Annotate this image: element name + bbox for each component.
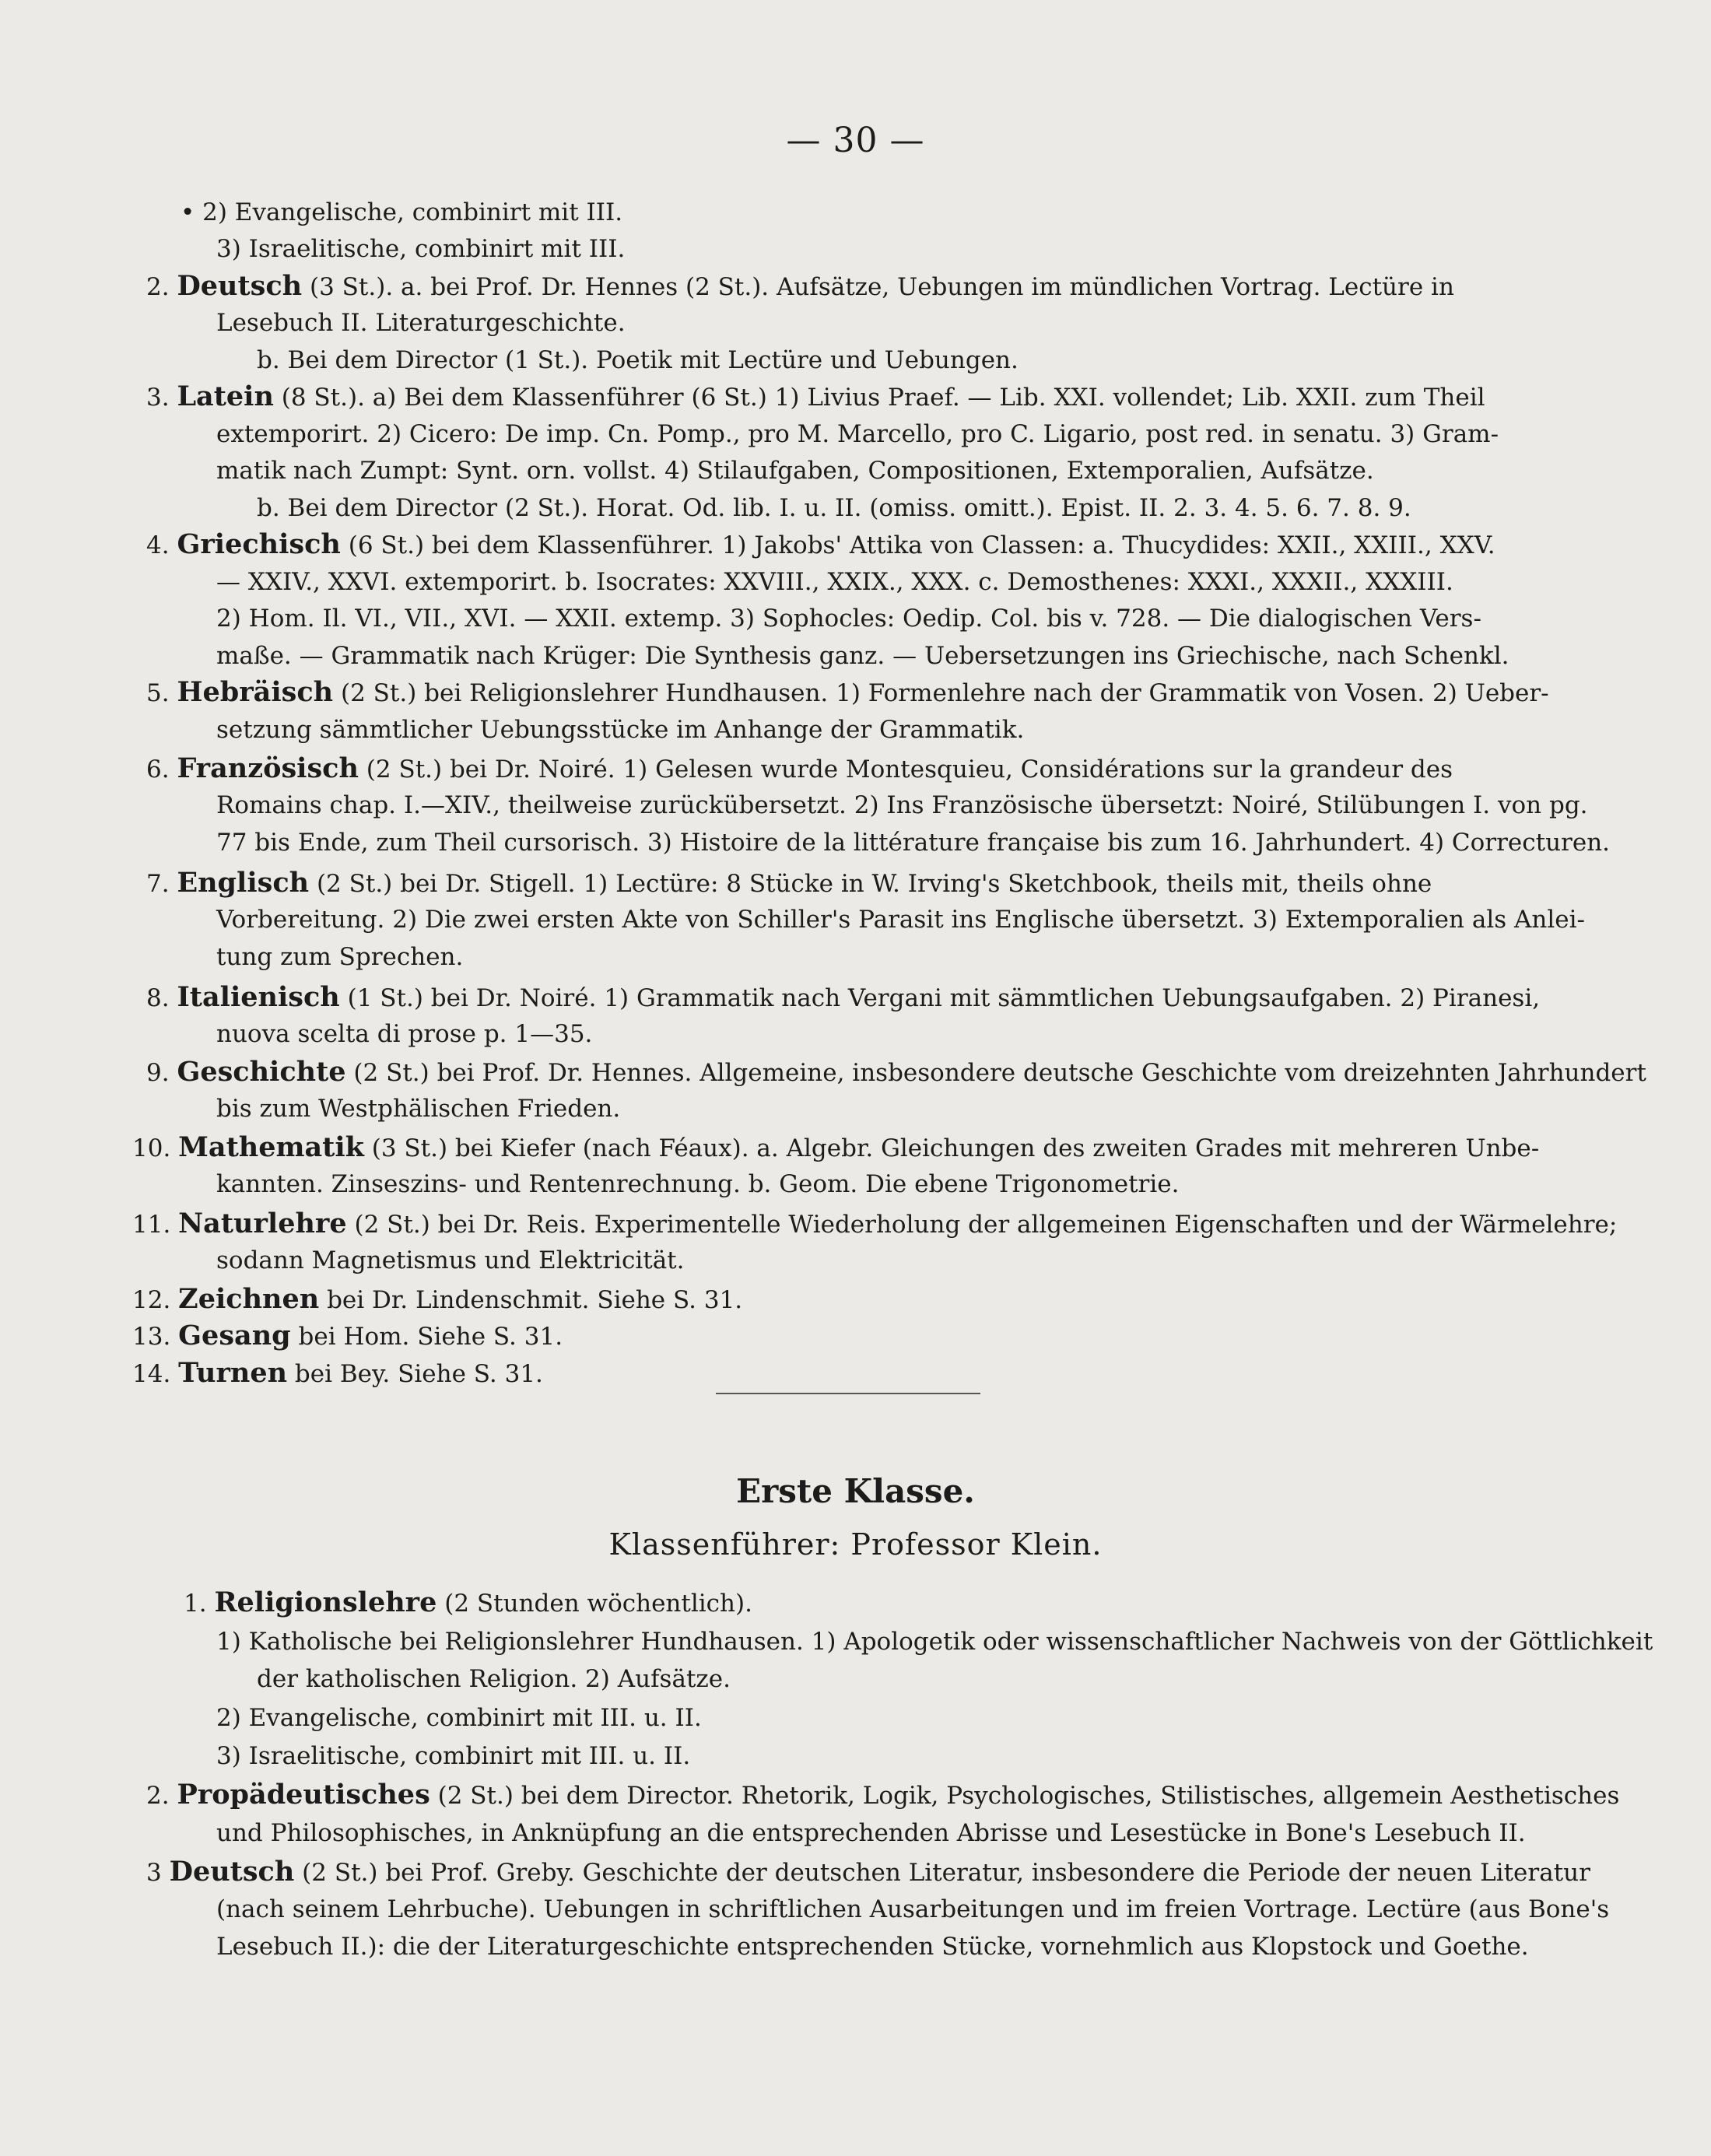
subject-number: 5. — [146, 679, 170, 707]
text-line: 2) Hom. Il. VI., VII., XVI. — XXII. extemp. 3) Sophocles: Oedip. Col. bis v. 728. — Die dialogischen Vers- — [216, 605, 1481, 633]
text-line: (2 St.) bei dem Director. Rhetorik, Logik, Psychologisches, Stilistisches, allgemein Aesthetisches — [437, 1782, 1620, 1810]
text-line: (3 St.) bei Kiefer (nach Féaux). a. Algebr. Gleichungen des zweiten Grades mit mehreren Unbe- — [371, 1134, 1540, 1162]
text-line: sodann Magnetismus und Elektricität. — [216, 1246, 685, 1274]
text-line: maße. — Grammatik nach Krüger: Die Synthesis ganz. — Uebersetzungen ins Griechische, nach Schenkl. — [216, 642, 1509, 670]
text-line: setzung sämmtlicher Uebungsstücke im Anhange der Grammatik. — [216, 716, 1025, 744]
subject-number: 7. — [146, 870, 170, 898]
subject-number: 3. — [146, 384, 170, 412]
subject-name: Deutsch — [177, 270, 303, 302]
text-line: (3 St.). a. bei Prof. Dr. Hennes (2 St.). Aufsätze, Uebungen im mündlichen Vortrag. Lectüre in — [310, 273, 1454, 301]
text-line: und Philosophisches, in Anknüpfung an die entsprechenden Abrisse und Lesestücke in Bone's Lesebuch II. — [216, 1819, 1526, 1847]
text-line: (2 St.) bei Dr. Reis. Experimentelle Wiederholung der allgemeinen Eigenschaften und der Wärmelehre; — [354, 1211, 1618, 1239]
text-line: (8 St.). a) Bei dem Klassenführer (6 St.) 1) Livius Praef. — Lib. XXI. vollendet; Lib. XXII. zum Theil — [281, 384, 1485, 412]
text-line: (1 St.) bei Dr. Noiré. 1) Grammatik nach Vergani mit sämmtlichen Uebungsaufgaben. 2) Piranesi, — [347, 984, 1541, 1012]
subject-number: 4. — [146, 531, 170, 559]
subject-entry — [146, 982, 1540, 1014]
subject-number: 2. — [146, 273, 170, 301]
subject-number: 12. — [132, 1286, 171, 1314]
subject-number: 8. — [146, 984, 170, 1012]
text-line: bei Hom. Siehe S. 31. — [298, 1323, 563, 1351]
section-title: Erste Klasse. — [736, 1472, 975, 1510]
text-line: bis zum Westphälischen Frieden. — [216, 1095, 621, 1123]
subject-entry — [146, 1856, 1590, 1888]
subject-name: Latein — [177, 380, 274, 412]
subject-name: Griechisch — [177, 528, 341, 560]
subject-entry — [146, 677, 1549, 709]
subject-name: Gesang — [178, 1320, 291, 1351]
text-line: 1) Katholische bei Religionslehrer Hundhausen. 1) Apologetik oder wissenschaftlicher Nachweis von der Göttlichkeit — [216, 1628, 1653, 1656]
text-line: 2) Evangelische, combinirt mit III. u. II. — [216, 1704, 702, 1732]
subject-entry — [132, 1284, 742, 1316]
subject-name: Englisch — [177, 867, 310, 899]
text-line: • 2) Evangelische, combinirt mit III. — [181, 198, 623, 226]
text-line: 3) Israelitische, combinirt mit III. — [216, 235, 626, 263]
text-line: (2 St.) bei Prof. Greby. Geschichte der deutschen Literatur, insbesondere die Periode der neuen Literatur — [302, 1859, 1590, 1887]
subject-number: 11. — [132, 1211, 171, 1239]
subject-name: Italienisch — [177, 981, 340, 1013]
text-line: b. Bei dem Director (1 St.). Poetik mit Lectüre und Uebungen. — [257, 346, 1019, 374]
text-line: Vorbereitung. 2) Die zwei ersten Akte von Schiller's Parasit ins Englische übersetzt. 3) Extemporalien als Anlei- — [216, 906, 1585, 934]
subject-entry — [132, 1208, 1617, 1240]
text-line: (6 St.) bei dem Klassenführer. 1) Jakobs' Attika von Classen: a. Thucydides: XXII., XXIII., XXV. — [348, 531, 1495, 559]
text-line: Lesebuch II.): die der Literaturgeschichte entsprechenden Stücke, vornehmlich aus Klopstock und Goethe. — [216, 1933, 1529, 1961]
text-line: nuova scelta di prose p. 1—35. — [216, 1020, 593, 1048]
text-line: — XXIV., XXVI. extemporirt. b. Isocrates: XXVIII., XXIX., XXX. c. Demosthenes: XXXI., XXXII., XXXIII. — [216, 568, 1453, 596]
text-line: (nach seinem Lehrbuche). Uebungen in schriftlichen Ausarbeitungen und im freien Vortrage. Lectüre (aus Bone's — [216, 1895, 1610, 1923]
subject-name: Hebräisch — [177, 676, 334, 708]
subject-number: 3 — [146, 1859, 162, 1887]
separator-rule — [716, 1393, 980, 1394]
subject-entry — [132, 1320, 563, 1352]
text-line: extemporirt. 2) Cicero: De imp. Cn. Pomp., pro M. Marcello, pro C. Ligario, post red. in senatu. 3) Gram- — [216, 420, 1499, 448]
text-line: 77 bis Ende, zum Theil cursorisch. 3) Histoire de la littérature française bis zum 16. Jahrhundert. 4) Correcturen. — [216, 829, 1611, 857]
text-line: der katholischen Religion. 2) Aufsätze. — [257, 1665, 731, 1693]
subject-number: 2. — [146, 1782, 170, 1810]
subject-number: 9. — [146, 1059, 170, 1087]
text-line: 3) Israelitische, combinirt mit III. u. II. — [216, 1742, 691, 1770]
subject-entry — [146, 1779, 1619, 1811]
subject-name: Deutsch — [169, 1856, 295, 1888]
subject-name: Mathematik — [178, 1131, 364, 1163]
subject-entry — [146, 753, 1453, 785]
text-line: (2 St.) bei Dr. Noiré. 1) Gelesen wurde Montesquieu, Considérations sur la grandeur des — [366, 755, 1453, 784]
subject-name: Zeichnen — [178, 1283, 320, 1315]
subject-name: Naturlehre — [178, 1208, 347, 1239]
subject-entry — [146, 271, 1454, 303]
subject-number: 14. — [132, 1360, 171, 1388]
subject-entry — [132, 1132, 1539, 1164]
subject-name: Geschichte — [177, 1056, 346, 1088]
text-line: matik nach Zumpt: Synt. orn. vollst. 4) Stilaufgaben, Compositionen, Extemporalien, Aufsätze. — [216, 457, 1374, 485]
text-line: Romains chap. I.—XIV., theilweise zurückübersetzt. 2) Ins Französische übersetzt: Noiré, Stilübungen I. von pg. — [216, 791, 1588, 819]
subject-number: 10. — [132, 1134, 171, 1162]
text-line: (2 Stunden wöchentlich). — [444, 1590, 752, 1618]
subject-entry — [146, 381, 1485, 413]
text-line: b. Bei dem Director (2 St.). Horat. Od. lib. I. u. II. (omiss. omitt.). Epist. II. 2. 3. 4. 5. 6. 7. 8. 9. — [257, 494, 1411, 522]
class-teacher: Klassenführer: Professor Klein. — [608, 1527, 1103, 1562]
subject-number: 6. — [146, 755, 170, 784]
text-line: kannten. Zinseszins- und Rentenrechnung. b. Geom. Die ebene Trigonometrie. — [216, 1170, 1180, 1198]
subject-number: 1. — [184, 1590, 207, 1618]
subject-name: Propädeutisches — [177, 1779, 430, 1811]
subject-entry — [184, 1587, 752, 1619]
text-line: bei Bey. Siehe S. 31. — [294, 1360, 543, 1388]
subject-number: 13. — [132, 1323, 171, 1351]
page-number: — 30 — — [786, 121, 925, 160]
subject-name: Turnen — [178, 1357, 288, 1389]
subject-name: Französisch — [177, 752, 359, 784]
text-line: (2 St.) bei Prof. Dr. Hennes. Allgemeine, insbesondere deutsche Geschichte vom dreizehnten Jahrhundert — [353, 1059, 1646, 1087]
subject-entry — [146, 529, 1495, 561]
subject-entry — [132, 1358, 543, 1390]
text-line: (2 St.) bei Dr. Stigell. 1) Lectüre: 8 Stücke in W. Irving's Sketchbook, theils mit, theils ohne — [316, 870, 1432, 898]
text-line: bei Dr. Lindenschmit. Siehe S. 31. — [327, 1286, 743, 1314]
subject-entry — [146, 868, 1432, 899]
text-line: tung zum Sprechen. — [216, 943, 464, 971]
text-line: Lesebuch II. Literaturgeschichte. — [216, 309, 626, 337]
subject-name: Religionslehre — [214, 1586, 437, 1618]
subject-entry — [146, 1057, 1646, 1089]
text-line: (2 St.) bei Religionslehrer Hundhausen. 1) Formenlehre nach der Grammatik von Vosen. 2) Ueber- — [340, 679, 1549, 707]
